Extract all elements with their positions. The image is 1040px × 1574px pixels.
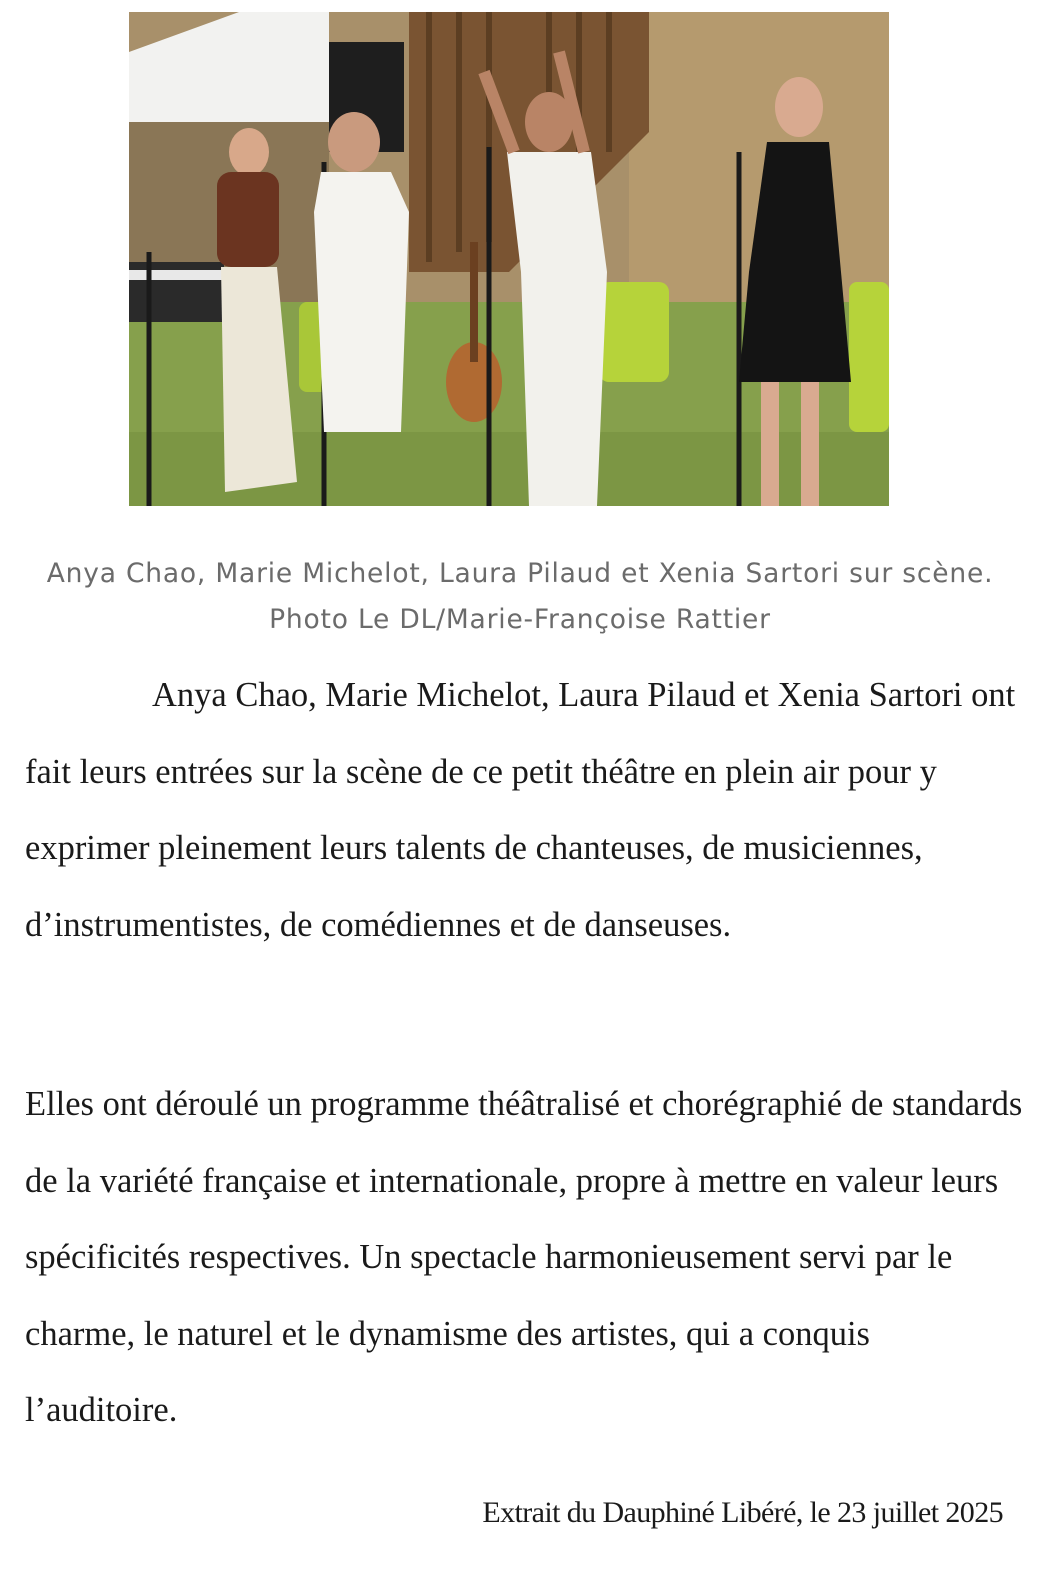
photo-caption: Anya Chao, Marie Michelot, Laura Pilaud et Xenia Sartori sur scène. Photo Le DL/Marie-Françoise Rattier <box>46 558 994 635</box>
article-photo <box>129 12 889 506</box>
article-paragraph-2: Elles ont déroulé un programme théâtralisé et chorégraphié de standards de la variété française et internationale, propre à mettre en valeur leurs spécificités respectives. Un spectacle harmonieusement servi par le charme, le naturel et le dynamisme des artistes, qui a conquis l’auditoire. <box>25 1085 1023 1429</box>
article-paragraph-1: Anya Chao, Marie Michelot, Laura Pilaud et Xenia Sartori ont fait leurs entrées sur la scène de ce petit théâtre en plein air pour y exprimer pleinement leurs talents de chanteuses, de musiciennes, d’instrumentistes, de comédiennes et de danseuses. <box>25 676 1016 944</box>
performers-photo-illustration <box>129 12 889 506</box>
source-credit: Extrait du Dauphiné Libéré, le 23 juillet 2025 <box>482 1496 1003 1529</box>
